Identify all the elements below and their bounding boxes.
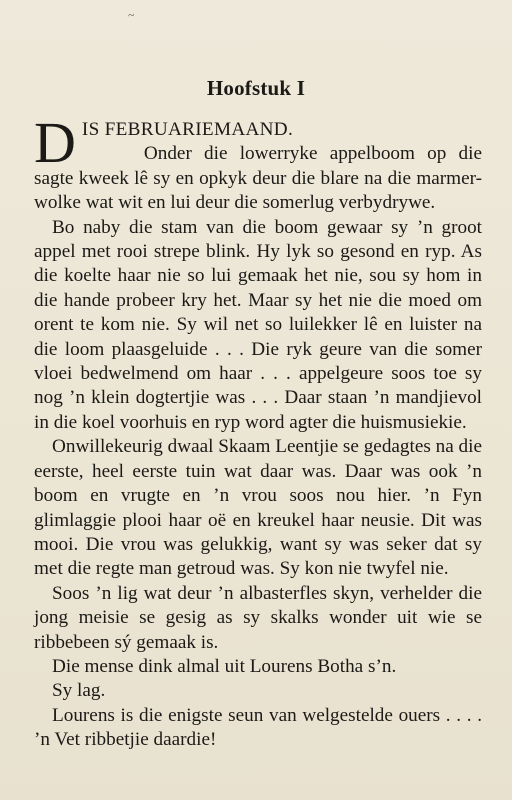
drop-cap: D xyxy=(34,110,76,175)
paragraph-1: Onder die lowerryke appelboom op die sagte kweek lê sy en opkyk deur die blare na die marmer-wolke wat wit en lui deur die somerlug verbydrywe. xyxy=(34,143,482,214)
paragraph-5: Die mense dink almal uit Lourens Botha s’n. xyxy=(52,655,397,677)
paragraph-3: Onwillekeurig dwaal Skaam Leentjie se gedagtes na die eerste, heel eerste tuin wat daar was. Daar was ook ’n boom en vrugte en ’n vrou soos nou hier. ’n Fyn glimlaggie plooi haar oë en kreukel haar neusie. Dit was mooi. Die vrou was gelukkig, want sy was seker dat sy met die regte man getroud was. Sy kon nie twyfel nie. xyxy=(34,436,482,580)
opening-line xyxy=(34,110,482,175)
paragraph-4: Soos ’n lig wat deur ’n albasterfles skyn, verhelder die jong meisie se gesig as sy skalks wonder uit wie se ribbebeen sý gemaak is. xyxy=(34,582,482,653)
opening-words: IS FEBRUARIEMAAND. xyxy=(81,119,294,140)
margin-mark: ~ xyxy=(127,7,135,23)
chapter-title: Hoofstuk I xyxy=(206,76,306,100)
paragraph-7: Lourens is die enigste seun van welgestelde ouers . . . . ’n Vet ribbetjie daardie! xyxy=(34,704,482,751)
paragraph-6: Sy lag. xyxy=(52,680,106,702)
chapter-text xyxy=(34,110,482,753)
paragraph-2: Bo naby die stam van die boom gewaar sy ’n groot appel met rooi strepe blink. Hy lyk so gesond en ryp. As die koelte haar nie so lui gemaak het nie, sou sy hom in die hande probeer kry het. Maar sy het nie die moed om orent te kom nie. Sy wil net so luilekker lê en luister na die loom plaasgeluide . . . Die ryk geure van die somer vloei bedwelmend om haar . . . appelgeure soos toe sy nog ’n klein dogtertjie was . . . Daar staan ’n mandjievol in die koel voorhuis en ryp word agter die huismusiekie. xyxy=(34,216,482,433)
